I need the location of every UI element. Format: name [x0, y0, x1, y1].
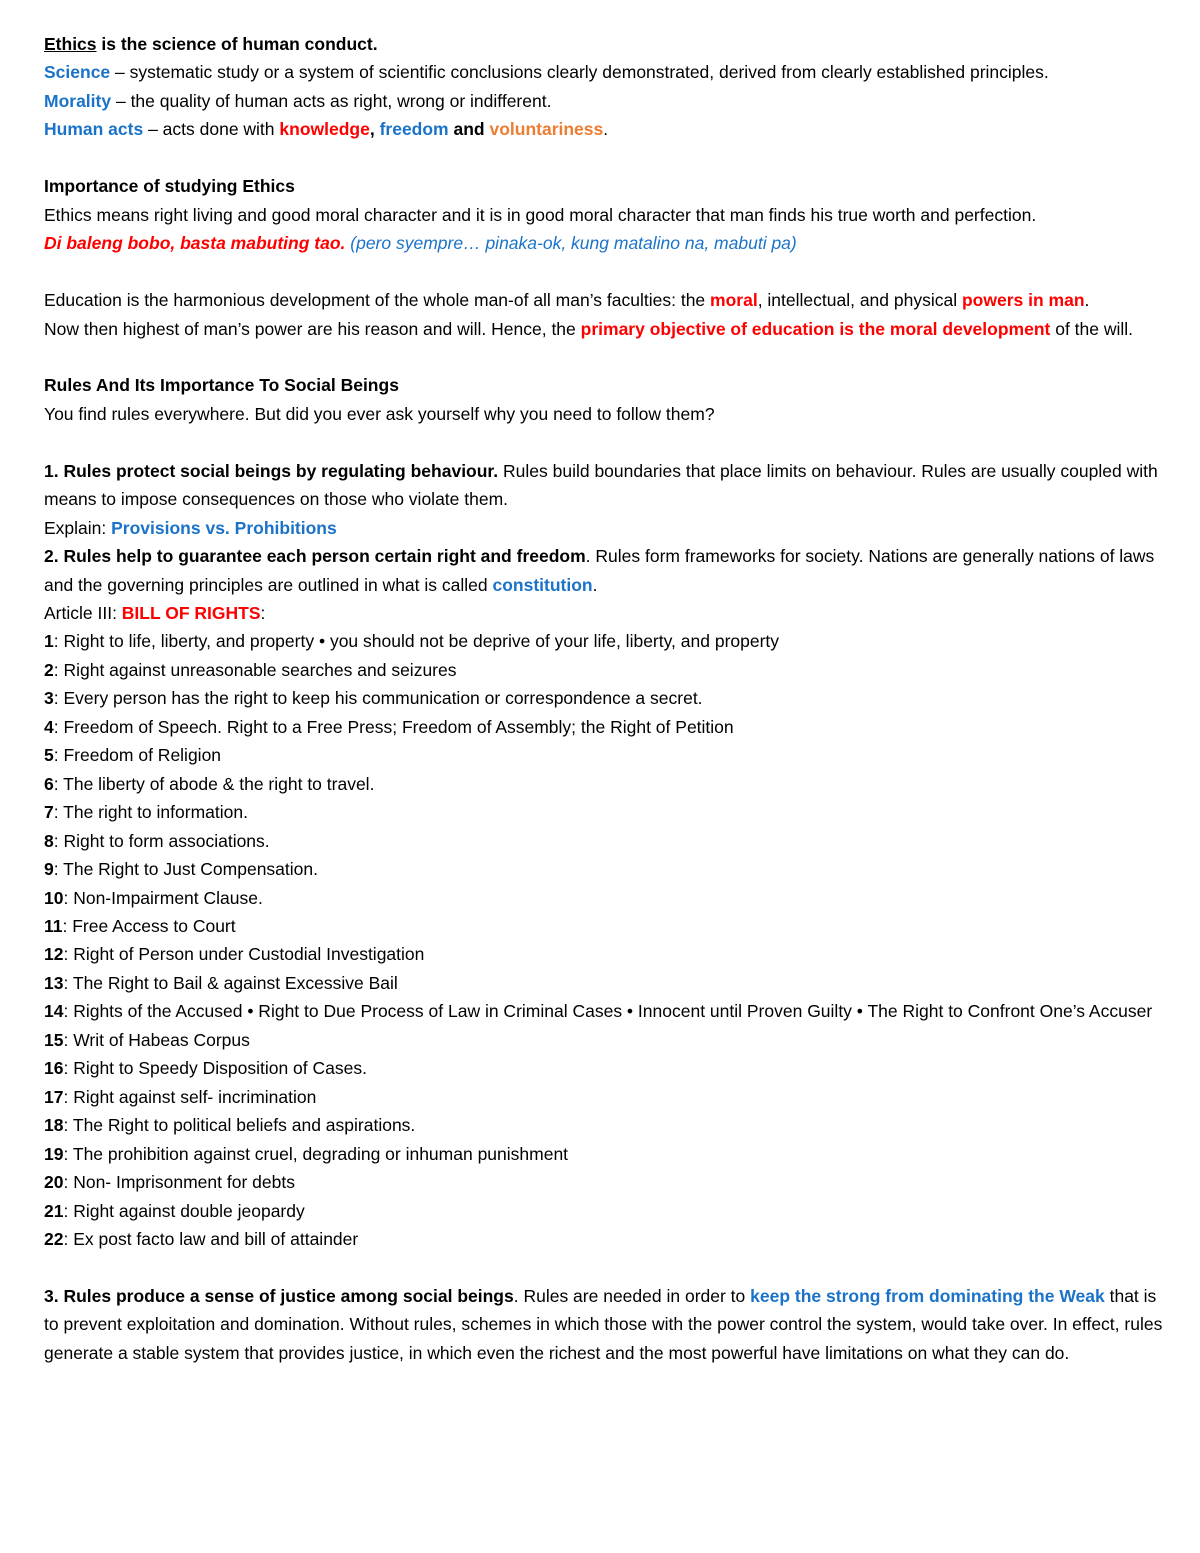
rule-3-title: 3. Rules produce a sense of justice among social beings	[44, 1285, 514, 1306]
spacer	[44, 258, 1169, 286]
right-number: 6	[44, 773, 54, 794]
right-number: 11	[44, 915, 63, 936]
right-text: : Right to form associations.	[53, 830, 270, 851]
right-number: 18	[44, 1115, 64, 1136]
right-text: : Right against self- incrimination	[63, 1086, 317, 1107]
right-number: 2	[44, 659, 54, 680]
right-text: : The Right to Bail & against Excessive Bail	[63, 972, 398, 993]
objective-text-2: of the will.	[1050, 318, 1134, 339]
right-text: : Non- Imprisonment for debts	[63, 1172, 295, 1193]
list-item	[44, 855, 1169, 883]
rule-1	[44, 457, 1169, 514]
objective-text: Now then highest of man’s power are his reason and will. Hence, the	[44, 318, 581, 339]
right-number: 3	[44, 688, 54, 709]
right-number: 8	[44, 830, 54, 851]
right-text: : Every person has the right to keep his communication or correspondence a secret.	[53, 688, 703, 709]
list-item	[44, 912, 1169, 940]
constitution-term: constitution	[492, 574, 593, 595]
right-text: : Right to Speedy Disposition of Cases.	[63, 1058, 367, 1079]
voluntariness-term: voluntariness	[489, 119, 604, 140]
list-item	[44, 770, 1169, 798]
right-number: 4	[44, 716, 54, 737]
document-page	[44, 30, 1169, 1367]
rule-2-title: 2. Rules help to guarantee each person certain right and freedom	[44, 546, 586, 567]
right-number: 5	[44, 745, 54, 766]
human-acts-definition	[44, 115, 1169, 143]
tagalog-quote-blue: (pero syempre… pinaka-ok, kung matalino na, mabuti pa)	[345, 233, 797, 254]
moral-term: moral	[710, 290, 758, 311]
article-title: BILL OF RIGHTS	[121, 603, 261, 623]
rule-2-end: .	[592, 574, 598, 595]
rule-3	[44, 1282, 1169, 1367]
human-acts-definition-text: – acts done with	[143, 119, 280, 140]
spacer	[44, 144, 1169, 172]
right-number: 7	[44, 802, 54, 823]
rule-3-text: . Rules are needed in order to	[513, 1285, 751, 1306]
ethics-definition	[44, 30, 1169, 58]
tagalog-quote-red: Di baleng bobo, basta mabuting tao.	[44, 233, 346, 254]
morality-term: Morality	[44, 90, 112, 111]
article-label: Article III:	[44, 603, 122, 623]
list-item	[44, 1197, 1169, 1225]
education-text: Education is the harmonious development of the whole man-of all man’s faculties: the	[44, 290, 711, 311]
explain-value: Provisions vs. Prohibitions	[111, 517, 337, 538]
spacer	[44, 428, 1169, 456]
importance-body: Ethics means right living and good moral character and it is in good moral character that man finds his true worth and perfection.	[44, 204, 1037, 225]
right-number: 20	[44, 1172, 64, 1193]
right-text: : Free Access to Court	[62, 915, 236, 936]
list-item	[44, 1054, 1169, 1082]
right-text: : Ex post facto law and bill of attainder	[63, 1228, 359, 1249]
explain-label: Explain:	[44, 517, 112, 538]
right-number: 10	[44, 887, 64, 908]
freedom-term: freedom	[379, 119, 449, 140]
right-number: 12	[44, 944, 64, 965]
list-item	[44, 798, 1169, 826]
right-number: 19	[44, 1143, 64, 1164]
importance-heading: Importance of studying Ethics	[44, 176, 295, 197]
list-item	[44, 684, 1169, 712]
rule-2-text: . Rules form frameworks for society. Nations are generally nations of laws and the governing principles are outlined in what is called	[44, 546, 1155, 595]
rules-intro: You find rules everywhere. But did you ever ask yourself why you need to follow them?	[44, 403, 715, 424]
list-item	[44, 827, 1169, 855]
list-item	[44, 1168, 1169, 1196]
ethics-definition-text: is the science of human conduct.	[96, 34, 378, 54]
right-text: : Right of Person under Custodial Investigation	[63, 944, 425, 965]
science-definition	[44, 58, 1169, 86]
comma: ,	[369, 119, 380, 140]
right-text: : Right against double jeopardy	[63, 1200, 305, 1221]
morality-definition-text: – the quality of human acts as right, wrong or indifferent.	[111, 90, 552, 111]
list-item	[44, 713, 1169, 741]
list-item	[44, 1140, 1169, 1168]
objective-paragraph	[44, 315, 1169, 343]
rules-heading: Rules And Its Importance To Social Beings	[44, 375, 399, 396]
right-text: : Writ of Habeas Corpus	[63, 1029, 250, 1050]
list-item	[44, 969, 1169, 997]
list-item	[44, 627, 1169, 655]
right-number: 22	[44, 1228, 64, 1249]
list-item	[44, 884, 1169, 912]
article-colon: :	[260, 603, 266, 623]
science-term: Science	[44, 62, 111, 83]
and-word: and	[448, 119, 490, 140]
right-number: 14	[44, 1001, 64, 1022]
right-number: 9	[44, 859, 54, 880]
education-paragraph	[44, 286, 1169, 314]
right-number: 21	[44, 1200, 64, 1221]
right-number: 13	[44, 972, 64, 993]
tagalog-quote	[44, 229, 1169, 257]
objective-highlight: primary objective of education is the moral development	[580, 318, 1051, 339]
right-text: : The prohibition against cruel, degrading or inhuman punishment	[63, 1143, 569, 1164]
morality-definition	[44, 87, 1169, 115]
article-heading	[44, 599, 1169, 627]
rule-2	[44, 542, 1169, 599]
right-number: 1	[44, 631, 54, 652]
list-item	[44, 656, 1169, 684]
spacer	[44, 1253, 1169, 1281]
ethics-term: Ethics	[44, 34, 97, 54]
education-text-2: , intellectual, and physical	[757, 290, 962, 311]
list-item	[44, 741, 1169, 769]
list-item	[44, 1111, 1169, 1139]
powers-term: powers in man	[961, 290, 1085, 311]
right-text: : Rights of the Accused • Right to Due Process of Law in Criminal Cases • Innocent until Proven Guilty • The Right to Confront One’s Accuser	[63, 1001, 1153, 1022]
right-text: : Right to life, liberty, and property • you should not be deprive of your life, liberty, and property	[53, 631, 780, 652]
right-number: 16	[44, 1058, 64, 1079]
rule-1-text: Rules build boundaries that place limits on behaviour. Rules are usually coupled with means to impose consequences on those who violate them.	[44, 460, 1158, 510]
education-text-3: .	[1084, 290, 1090, 311]
right-text: : The right to information.	[53, 802, 248, 823]
right-text: : Freedom of Speech. Right to a Free Press; Freedom of Assembly; the Right of Petition	[53, 716, 734, 737]
right-text: : Non-Impairment Clause.	[63, 887, 263, 908]
rule-1-title: 1. Rules protect social beings by regulating behaviour.	[44, 460, 499, 481]
science-definition-text: – systematic study or a system of scientific conclusions clearly demonstrated, derived from clearly established principles.	[110, 62, 1049, 83]
rule-3-highlight: keep the strong from dominating the Weak	[750, 1285, 1105, 1306]
human-acts-term: Human acts	[44, 119, 144, 140]
list-item	[44, 940, 1169, 968]
list-item	[44, 1083, 1169, 1111]
list-item	[44, 1225, 1169, 1253]
right-text: : The liberty of abode & the right to travel.	[53, 773, 375, 794]
list-item	[44, 997, 1169, 1025]
right-text: : Right against unreasonable searches and seizures	[53, 659, 457, 680]
right-text: : Freedom of Religion	[53, 745, 222, 766]
right-text: : The Right to Just Compensation.	[53, 859, 318, 880]
spacer	[44, 343, 1169, 371]
knowledge-term: knowledge	[279, 119, 370, 140]
right-number: 17	[44, 1086, 64, 1107]
right-text: : The Right to political beliefs and aspirations.	[63, 1115, 416, 1136]
right-number: 15	[44, 1029, 64, 1050]
explain-line	[44, 514, 1169, 542]
list-item	[44, 1026, 1169, 1054]
period: .	[603, 119, 609, 140]
rule-3-text-2: that is to prevent exploitation and domination. Without rules, schemes in which those with the power control the system, would take over. In effect, rules generate a stable system that provides justice, in which even the richest and the most powerful have limitations on what they can do.	[44, 1285, 1163, 1363]
bill-of-rights-list	[44, 627, 1169, 1253]
